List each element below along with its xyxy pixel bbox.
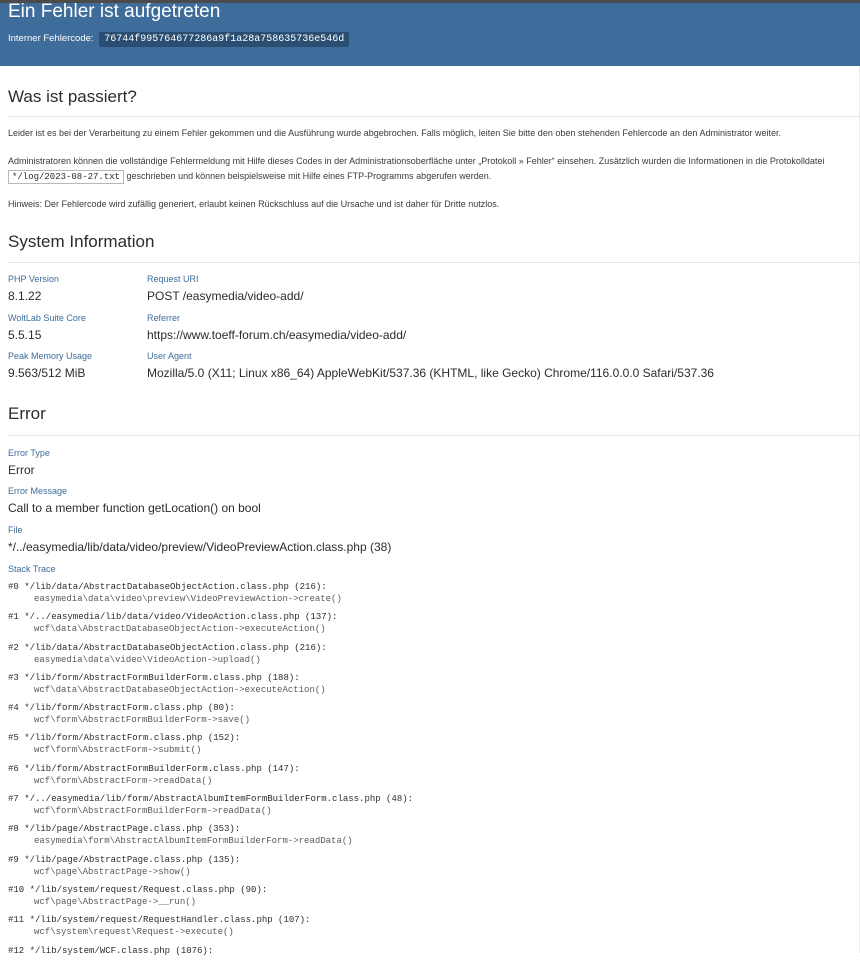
stack-frame-file: #5 */lib/form/AbstractForm.class.php (152): <box>8 733 241 744</box>
user-agent-field <box>147 351 714 380</box>
page-title: Ein Fehler ist aufgetreten <box>8 1 221 22</box>
error-header <box>0 3 860 66</box>
stack-trace-section <box>8 564 860 975</box>
stack-frame-file: #1 */../easymedia/lib/data/video/VideoAction.class.php (137): <box>8 612 338 623</box>
stack-frame-file: #11 */lib/system/request/RequestHandler.class.php (107): <box>8 915 311 926</box>
section-heading-what-happened: Was ist passiert? <box>8 87 860 117</box>
stack-frame <box>8 945 860 975</box>
request-uri-field <box>147 274 304 303</box>
stack-frame-call: easymedia\form\AbstractAlbumItemFormBuilderForm->readData() <box>34 836 353 847</box>
referrer-field <box>147 313 406 342</box>
error-code-row <box>8 32 349 47</box>
core-version-field <box>8 313 86 342</box>
admin-paragraph-text-end: geschrieben und können beispielsweise mit Hilfe eines FTP-Programms abgerufen werden. <box>126 171 492 181</box>
stack-frame <box>8 854 860 884</box>
error-message-field <box>8 486 860 515</box>
stack-frame <box>8 793 860 823</box>
php-version-value: 8.1.22 <box>8 289 42 303</box>
admin-paragraph-text: Administratoren können die vollständige Fehlermeldung mit Hilfe dieses Codes in der Administrationsoberfläche unter „Protokoll » Fehler“ einsehen. Zusätzlich wurden die Informationen in die Protokolldatei <box>8 156 825 166</box>
user-agent-value: Mozilla/5.0 (X11; Linux x86_64) AppleWebKit/537.36 (KHTML, like Gecko) Chrome/116.0.0.0 Safari/537.36 <box>147 366 714 380</box>
stack-frame-file: #3 */lib/form/AbstractFormBuilderForm.class.php (188): <box>8 672 300 683</box>
stack-frame-call: wcf\page\AbstractPage->__run() <box>34 896 197 907</box>
stack-frame-call: easymedia\data\video\preview\VideoPreviewAction->create() <box>34 594 342 604</box>
stack-frame <box>8 702 860 732</box>
stack-frame-file: #12 */lib/system/WCF.class.php (1076): <box>8 945 214 956</box>
core-version-label: WoltLab Suite Core <box>8 313 86 323</box>
stack-frame-call: wcf\data\AbstractDatabaseObjectAction->executeAction() <box>34 684 326 695</box>
stack-frame-file: #0 */lib/data/AbstractDatabaseObjectAction.class.php (216): <box>8 582 327 592</box>
php-version-label: PHP Version <box>8 274 59 284</box>
core-version-value: 5.5.15 <box>8 328 42 342</box>
stack-frame-file: #4 */lib/form/AbstractForm.class.php (80): <box>8 703 235 714</box>
stack-frame-call: wcf\data\AbstractDatabaseObjectAction->executeAction() <box>34 624 326 635</box>
referrer-value: https://www.toeff-forum.ch/easymedia/video-add/ <box>147 328 407 342</box>
error-file-label: File <box>8 525 23 535</box>
explanation-paragraph: Leider ist es bei der Verarbeitung zu einem Fehler gekommen und die Ausführung wurde abgebrochen. Falls möglich, leiten Sie bitte den oben stehenden Fehlercode an den Administrator weiter. <box>8 128 781 138</box>
stack-frame <box>8 763 860 793</box>
stack-trace-list <box>8 581 860 975</box>
admin-paragraph <box>8 154 860 184</box>
stack-frame-file: #6 */lib/form/AbstractFormBuilderForm.class.php (147): <box>8 763 300 774</box>
section-heading-error: Error <box>8 404 860 436</box>
stack-frame <box>8 672 860 702</box>
stack-frame-call: wcf\form\AbstractForm->submit() <box>34 745 202 756</box>
error-type-field <box>8 448 860 477</box>
system-info-grid <box>8 274 860 394</box>
php-version-field <box>8 274 59 303</box>
memory-usage-value: 9.563/512 MiB <box>8 366 86 380</box>
stack-frame <box>8 732 860 762</box>
error-message-value: Call to a member function getLocation() on bool <box>8 501 261 515</box>
error-message-label: Error Message <box>8 486 68 496</box>
error-code-label: Interner Fehlercode: <box>8 33 94 44</box>
stack-frame <box>8 581 860 611</box>
user-agent-label: User Agent <box>147 351 192 361</box>
stack-frame-call: wcf\form\AbstractForm->readData() <box>34 775 213 786</box>
stack-frame <box>8 884 860 914</box>
error-type-label: Error Type <box>8 448 50 458</box>
request-uri-label: Request URI <box>147 274 199 284</box>
stack-frame-call: wcf\system\request\Request->execute() <box>34 927 234 938</box>
error-file-field <box>8 525 860 554</box>
memory-usage-field <box>8 351 92 380</box>
section-heading-system-information: System Information <box>8 232 860 263</box>
error-code-value[interactable]: 76744f995764677286a9f1a28a758635736e546d <box>99 32 349 47</box>
stack-frame <box>8 823 860 853</box>
stack-frame-call: wcf\form\AbstractFormBuilderForm->save() <box>34 715 251 726</box>
stack-frame-call: wcf\form\AbstractFormBuilderForm->readData() <box>34 806 272 817</box>
referrer-label: Referrer <box>147 313 181 323</box>
hint-paragraph: Hinweis: Der Fehlercode wird zufällig generiert, erlaubt keinen Rückschluss auf die Ursache und ist daher für Dritte nutzlos. <box>8 199 500 209</box>
request-uri-value: POST /easymedia/video-add/ <box>147 289 304 303</box>
stack-frame-file: #10 */lib/system/request/Request.class.php (90): <box>8 884 268 895</box>
stack-trace-label: Stack Trace <box>8 564 56 574</box>
stack-frame-call: easymedia\data\video\VideoAction->upload() <box>34 654 261 665</box>
stack-frame-file: #9 */lib/page/AbstractPage.class.php (135): <box>8 854 241 865</box>
error-type-value: Error <box>8 463 35 477</box>
memory-usage-label: Peak Memory Usage <box>8 351 93 361</box>
stack-frame-file: #2 */lib/data/AbstractDatabaseObjectAction.class.php (216): <box>8 642 327 653</box>
log-file-path[interactable]: */log/2023-08-27.txt <box>8 170 124 184</box>
main-content <box>8 66 860 975</box>
error-file-value: */../easymedia/lib/data/video/preview/VideoPreviewAction.class.php (38) <box>8 540 392 554</box>
stack-frame-call: wcf\page\AbstractPage->show() <box>34 866 191 877</box>
stack-frame <box>8 914 860 944</box>
stack-frame <box>8 642 860 672</box>
stack-frame <box>8 611 860 641</box>
stack-frame-file: #8 */lib/page/AbstractPage.class.php (353): <box>8 824 241 835</box>
stack-frame-file: #7 */../easymedia/lib/form/AbstractAlbumItemFormBuilderForm.class.php (48): <box>8 794 414 805</box>
